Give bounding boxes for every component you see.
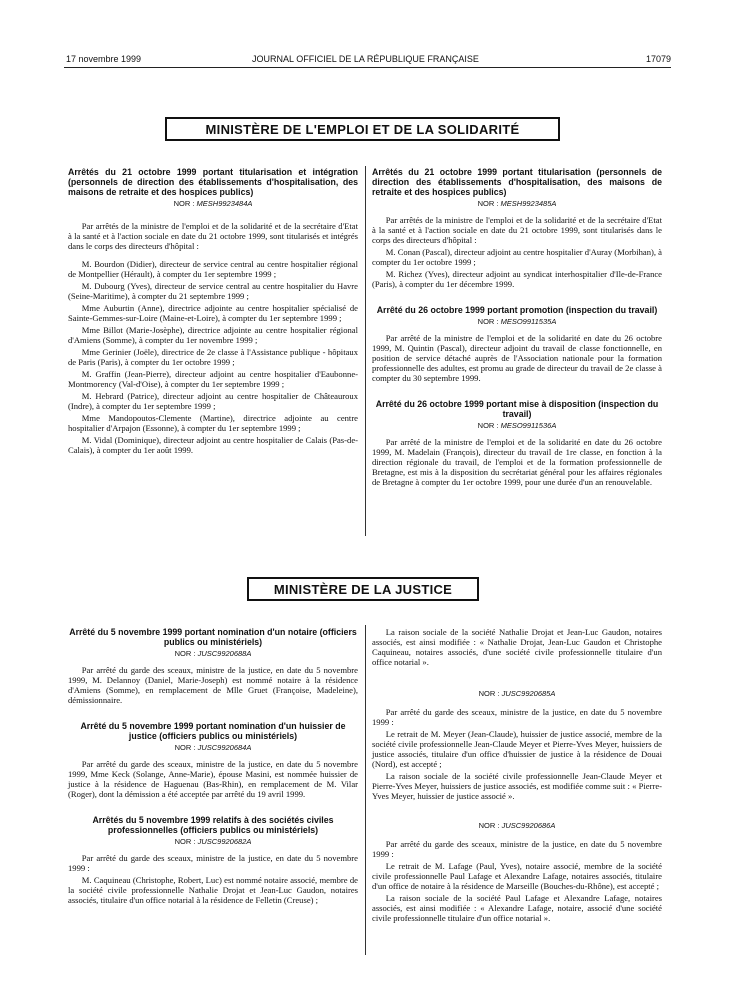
arrete-title: Arrêté du 26 octobre 1999 portant mise à disposition (inspection du travail) [375, 399, 659, 419]
nor-reference: NOR : MESH9923485A [477, 199, 557, 208]
nor-reference: NOR : JUSC9920686A [478, 821, 556, 830]
paragraph: M. Conan (Pascal), directeur adjoint au centre hospitalier d'Auray (Morbihan), à compter du 1er octobre 1999 ; [372, 247, 662, 267]
nor-reference: NOR : JUSC9920685A [478, 689, 556, 698]
paragraph: Par arrêté du garde des sceaux, ministre de la justice, en date du 5 novembre 1999 : [372, 839, 662, 859]
nor-reference: NOR : JUSC9920682A [174, 837, 252, 846]
nor-reference: NOR : MESO9911535A [477, 317, 557, 326]
paragraph: Mme Auburtin (Anne), directrice adjointe au centre hospitalier spécialisé de Sainte-Gemmes-sur-Loire (Maine-et-Loire), à compter du 1er septembre 1999 ; [68, 303, 358, 323]
paragraph: Le retrait de M. Meyer (Jean-Claude), huissier de justice associé, membre de la société civile professionnelle Jean-Claude Meyer et Pierre-Yves Meyer, huissiers de justice associés, titulaire d'un office d'huissier de justice à la résidence de Douai (Nord), est accepté ; [372, 729, 662, 769]
nor-reference: NOR : JUSC9920684A [174, 743, 252, 752]
column-divider [365, 625, 366, 955]
nor-reference: NOR : MESH9923484A [173, 199, 253, 208]
paragraph: Mme Gerinier (Joële), directrice de 2e classe à l'Assistance publique - hôpitaux de Paris (Paris), à compter du 1er octobre 1999 ; [68, 347, 358, 367]
nor-reference: NOR : MESO9911536A [477, 421, 557, 430]
arrete-title: Arrêté du 26 octobre 1999 portant promotion (inspection du travail) [376, 305, 658, 315]
column-divider [365, 166, 366, 536]
paragraph: M. Dubourg (Yves), directeur de service central au centre hospitalier du Havre (Seine-Maritime), à compter du 21 septembre 1999 ; [68, 281, 358, 301]
paragraph: Par arrêtés de la ministre de l'emploi et de la solidarité et de la secrétaire d'Etat à la santé et à l'action sociale en date du 21 octobre 1999, sont titularisés dans le corps des directeurs d'hôpital : [372, 215, 662, 245]
paragraph: M. Richez (Yves), directeur adjoint au syndicat interhospitalier d'Ile-de-France (Paris), à compter du 1er décembre 1999. [372, 269, 662, 289]
justice-right-column [372, 627, 662, 925]
emploi-right-column [372, 167, 662, 489]
paragraph: M. Bourdon (Didier), directeur de service central au centre hospitalier régional de Montpellier (Hérault), à compter du 1er septembre 1999 ; [68, 259, 358, 279]
paragraph: La raison sociale de la société civile professionnelle Jean-Claude Meyer et Pierre-Yves Meyer, huissiers de justice associés, est modifiée comme suit : « Pierre-Yves Meyer, huissier de justice associé ». [372, 771, 662, 801]
paragraph: Le retrait de M. Lafage (Paul, Yves), notaire associé, membre de la société civile professionnelle Paul Lafage et Alexandre Lafage, notaires associés, titulaire d'un office de notaire à la résidence de Marseille (Bouches-du-Rhône), est accepté ; [372, 861, 662, 891]
emploi-left-column [68, 167, 358, 457]
paragraph: Par arrêté du garde des sceaux, ministre de la justice, en date du 5 novembre 1999, M. Delannoy (Daniel, Marie-Joseph) est nommé notaire à la résidence d'Amiens (Somme), en remplacement de Mlle Gruet (Françoise, Madeleine), démissionnaire. [68, 665, 358, 705]
justice-left-column [68, 627, 358, 907]
paragraph: M. Graffin (Jean-Pierre), directeur adjoint au centre hospitalier d'Eaubonne-Montmorency (Val-d'Oise), à compter du 1er septembre 1999 ; [68, 369, 358, 389]
arrete-title: Arrêtés du 21 octobre 1999 portant titularisation et intégration (personnels de direction des établissements d'hospitalisation, des maisons de retraite et des hospices publics) [68, 167, 358, 197]
nor-reference: NOR : JUSC9920688A [174, 649, 252, 658]
arrete-title: Arrêté du 5 novembre 1999 portant nomination d'un notaire (officiers publics ou ministériels) [69, 627, 357, 647]
paragraph: La raison sociale de la société Paul Lafage et Alexandre Lafage, notaires associés, est ainsi modifiée : « Alexandre Lafage, notaire, associé d'une société civile professionnelle titulaire d'un office notarial ». [372, 893, 662, 923]
paragraph: Par arrêté du garde des sceaux, ministre de la justice, en date du 5 novembre 1999 : [68, 853, 358, 873]
paragraph: La raison sociale de la société Nathalie Drojat et Jean-Luc Gaudon, notaires associés, est ainsi modifiée : « Nathalie Drojat, Jean-Luc Gaudon et Christophe Caquineau, notaires associés, d'une société civile professionnelle titulaire d'un office notarial ». [372, 627, 662, 667]
paragraph: Par arrêté du garde des sceaux, ministre de la justice, en date du 5 novembre 1999, Mme Keck (Solange, Anne-Marie), épouse Masini, est nommée huissier de justice à la résidence de Haguenau (Bas-Rhin), en remplacement de M. Vilar (Roger), dont la démission a été acceptée par arrêté du 19 avril 1999. [68, 759, 358, 799]
paragraph: Par arrêté de la ministre de l'emploi et de la solidarité en date du 26 octobre 1999, M. Madelain (François), directeur du travail de 1re classe, en fonction à la direction régionale du travail, de l'emploi et de la formation professionnelle de Bretagne, est mis à la disposition du secrétariat général pour les affaires régionales de Bretagne à compter du 1er octobre 1999, pour une durée d'un an renouvelable. [372, 437, 662, 487]
paragraph: Par arrêté du garde des sceaux, ministre de la justice, en date du 5 novembre 1999 : [372, 707, 662, 727]
ministry-emploi-title: MINISTÈRE DE L'EMPLOI ET DE LA SOLIDARITÉ [165, 117, 560, 141]
header-rule [64, 67, 671, 68]
paragraph: Mme Mandopoutos-Clemente (Martine), directrice adjointe au centre hospitalier d'Arpajon (Essonne), à compter du 1er septembre 1999 ; [68, 413, 358, 433]
arrete-title: Arrêté du 5 novembre 1999 portant nomination d'un huissier de justice (officiers publics ou ministériels) [80, 721, 346, 741]
arrete-title: Arrêtés du 21 octobre 1999 portant titularisation (personnels de direction des établissements d'hospitalisation, des maisons de retraite et des hospices publics) [372, 167, 662, 197]
header-journal-title: JOURNAL OFFICIEL DE LA RÉPUBLIQUE FRANÇAISE [252, 54, 479, 64]
paragraph: Mme Billot (Marie-Josèphe), directrice adjointe au centre hospitalier régional d'Amiens (Somme), à compter du 1er novembre 1999 ; [68, 325, 358, 345]
paragraph: Par arrêté de la ministre de l'emploi et de la solidarité en date du 26 octobre 1999, M. Quintin (Pascal), directeur adjoint du travail de classe fonctionnelle, en position de service détaché auprès de l'Association nationale pour la formation professionnelle des adultes, est promu au grade de directeur du travail de 2e classe à compter du 30 septembre 1999. [372, 333, 662, 383]
paragraph: M. Hebrard (Patrice), directeur adjoint au centre hospitalier de Châteauroux (Indre), à compter du 1er septembre 1999 ; [68, 391, 358, 411]
paragraph: Par arrêtés de la ministre de l'emploi et de la solidarité et de la secrétaire d'Etat à la santé et à l'action sociale en date du 21 octobre 1999, sont titularisés et intégrés dans le corps des directeurs d'hôpital : [68, 221, 358, 251]
paragraph: M. Caquineau (Christophe, Robert, Luc) est nommé notaire associé, membre de la société civile professionnelle Nathalie Drojat et Jean-Luc Gaudon, notaires associés, titulaire d'un office notarial à la résidence de Felletin (Creuse) ; [68, 875, 358, 905]
arrete-title: Arrêtés du 5 novembre 1999 relatifs à des sociétés civiles professionnelles (officiers publics ou ministériels) [92, 815, 334, 835]
header-page-number: 17079 [645, 54, 671, 64]
header-date: 17 novembre 1999 [66, 54, 142, 64]
ministry-justice-title: MINISTÈRE DE LA JUSTICE [247, 577, 479, 601]
paragraph: M. Vidal (Dominique), directeur adjoint au centre hospitalier de Calais (Pas-de-Calais), à compter du 1er août 1999. [68, 435, 358, 455]
